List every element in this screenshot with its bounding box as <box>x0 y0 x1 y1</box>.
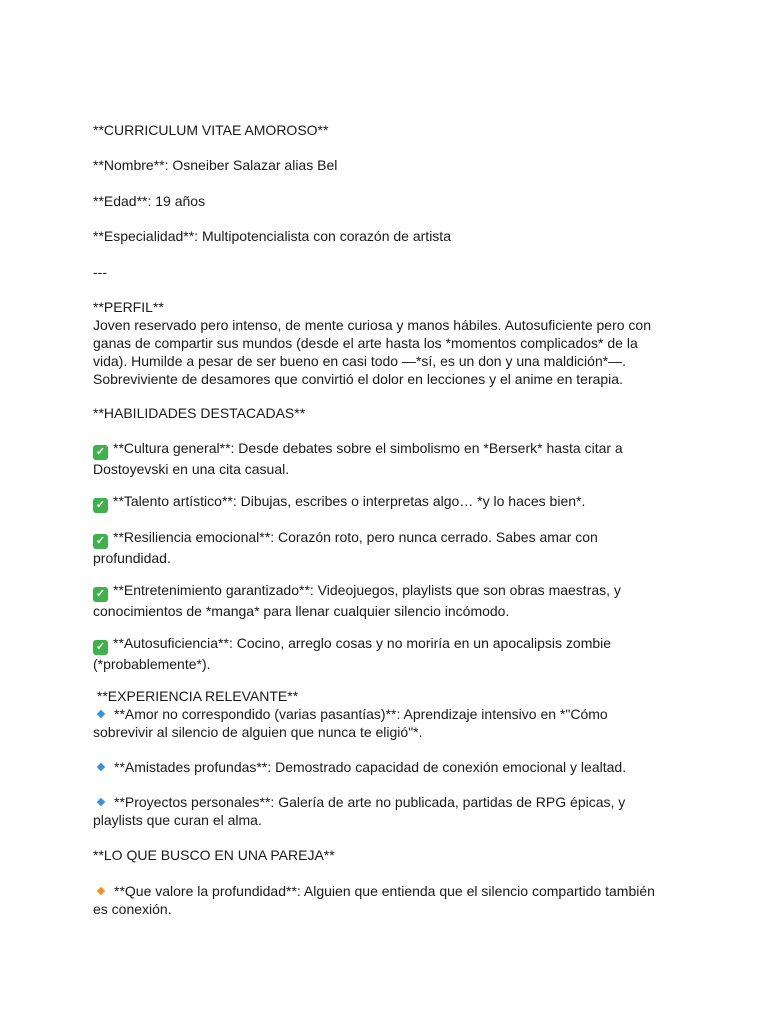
nombre-line: **Nombre**: Osneiber Salazar alias Bel <box>93 157 338 173</box>
experiencia-item <box>93 793 668 829</box>
pareja-text: **Que valore la profundidad**: Alguien que entienda que el silencio compartido también es conexión. <box>93 883 655 917</box>
habilidad-text: **Resiliencia emocional**: Corazón roto, pero nunca cerrado. Sabes amar con profundidad. <box>93 529 598 566</box>
check-mark-icon: ✓ <box>93 587 108 602</box>
experiencia-heading: **EXPERIENCIA RELEVANTE** <box>93 688 299 704</box>
small-blue-diamond-icon <box>97 798 105 806</box>
experiencia-text: **Proyectos personales**: Galería de arte no publicada, partidas de RPG épicas, y playlists que curan el alma. <box>93 794 626 828</box>
habilidad-text: **Talento artístico**: Dibujas, escribes o interpretas algo… *y lo haces bien*. <box>113 493 586 509</box>
perfil-text: Joven reservado pero intenso, de mente curiosa y manos hábiles. Autosuficiente pero con ganas de compartir sus mundos (desde el arte hasta los *momentos complicados* de la vida). Humilde a pesar de ser bueno en casi todo —*sí, es un don y una maldición*—. Sobreviviente de desamores que convirtió el dolor en lecciones y el anime en terapia. <box>93 317 651 387</box>
edad-line: **Edad**: 19 años <box>93 193 206 209</box>
check-mark-icon: ✓ <box>93 640 108 655</box>
small-orange-diamond-icon <box>97 887 105 895</box>
cv-title: **CURRICULUM VITAE AMOROSO** <box>93 122 329 138</box>
perfil-heading: **PERFIL** <box>93 299 164 315</box>
habilidad-text: **Entretenimiento garantizado**: Videojuegos, playlists que son obras maestras, y conocimientos de *manga* para llenar cualquier silencio incómodo. <box>93 582 621 619</box>
experiencia-text: **Amistades profundas**: Demostrado capacidad de conexión emocional y lealtad. <box>114 759 627 775</box>
especialidad-line: **Especialidad**: Multipotencialista con corazón de artista <box>93 228 451 244</box>
habilidad-item <box>93 528 668 567</box>
separator: --- <box>93 264 107 280</box>
habilidad-text: **Cultura general**: Desde debates sobre el simbolismo en *Berserk* hasta citar a Dostoyevski en una cita casual. <box>93 440 623 477</box>
habilidad-item <box>93 439 668 478</box>
experiencia-item <box>93 705 668 741</box>
pareja-heading: **LO QUE BUSCO EN UNA PAREJA** <box>93 847 335 863</box>
habilidad-item <box>93 581 668 620</box>
experiencia-item <box>93 758 668 776</box>
check-mark-icon: ✓ <box>93 498 108 513</box>
check-mark-icon: ✓ <box>93 445 108 460</box>
check-mark-icon: ✓ <box>93 534 108 549</box>
small-blue-diamond-icon <box>97 710 105 718</box>
pareja-item <box>93 882 668 918</box>
habilidad-text: **Autosuficiencia**: Cocino, arreglo cosas y no moriría en un apocalipsis zombie (*probablemente*). <box>93 635 612 672</box>
small-blue-diamond-icon <box>97 763 105 771</box>
habilidad-item <box>93 634 668 673</box>
habilidad-item <box>93 492 668 513</box>
experiencia-text: **Amor no correspondido (varias pasantías)**: Aprendizaje intensivo en *"Cómo sobrevivir al silencio de alguien que nunca te eligió"*. <box>93 706 608 740</box>
habilidades-heading: **HABILIDADES DESTACADAS** <box>93 405 306 421</box>
